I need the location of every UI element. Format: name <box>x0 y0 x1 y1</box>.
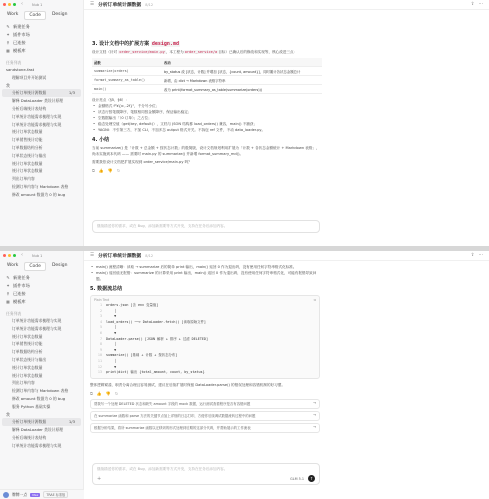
task-item[interactable]: 分析后端统计表结构 <box>12 434 47 440</box>
close-window-button[interactable] <box>3 254 6 257</box>
back-arrow-icon[interactable]: ‹ <box>21 252 23 258</box>
window-label: Nub 1 <box>32 253 43 258</box>
task-item[interactable]: 统计订单状态数量 <box>12 372 43 378</box>
chat-icon: ✎ <box>6 275 10 280</box>
top-bar <box>84 251 489 261</box>
task-item[interactable]: 统计订单状态数量 <box>12 168 43 174</box>
task-item[interactable]: 服务 Python 基础实操 <box>12 403 51 409</box>
copy-icon[interactable]: ⧉ <box>92 168 95 173</box>
paragraph: 当前 summarize() 是「计数 + 总金额 + 按状态计数」的极简版，设计文档规划利用扩展为「计数 + 各状态金额统计 + Markdown 表格」，尚未实施到本代码 —— 需要时 main.py 的 summarize() 并新增 format_summary_md()。 <box>92 146 320 156</box>
send-button[interactable]: ↑ <box>309 476 314 481</box>
task-item[interactable]: 解释 DataLoader 类设计原理 <box>12 98 64 104</box>
changes-table <box>92 58 322 94</box>
suggestion-chip[interactable]: 在 summarize 函数和 parse 方法的关键节点加上详细的日志打印，方便你后续调试数据流转过程中的问题 → <box>90 411 320 421</box>
code-line: 11 │ <box>97 358 117 363</box>
plug-icon: ⚲ <box>6 291 10 296</box>
nav-new-task[interactable]: ✎ 新建任务 <box>6 275 30 280</box>
table-header: 改动 <box>162 58 322 67</box>
task-item[interactable]: 订单数据结构分析 <box>12 144 43 150</box>
paragraph: 整体逻辑紧凑，职责分离合理且容易测试，建议在后续扩展时保留 DataLoader.parse() 的错误处理和容错机制的好习惯。 <box>90 382 285 387</box>
thumbs-down-icon[interactable]: 👎 <box>107 168 113 173</box>
list-item: • main() 返回值无报错：summarize 的计算采用 print 输出，main() 返回 0 作为退出码，没有使用任何字符串格式化，可能有报错导致问题。 <box>90 270 320 282</box>
task-item[interactable]: 理解项目并开始测试 <box>12 74 47 80</box>
model-selector[interactable]: GLM 5.1 <box>290 476 304 481</box>
code-line: 10 summarize() [基础 + 计数 + 按状态分布] <box>97 353 178 358</box>
suggestion-chip[interactable]: 根据分析结果，将所 summarize 函数以迁移到的形式处理到后期的这部分代码，并帮助展示的工作流表 → <box>90 423 320 433</box>
task-item[interactable]: 分析后端统计表结构 <box>12 105 47 111</box>
task-item[interactable]: 订单统计功能需求梳理与实现 <box>12 113 62 119</box>
sparkle-icon: ✦ <box>6 32 10 37</box>
edition-badge: TRAE 标准版 <box>43 491 68 498</box>
task-item[interactable]: 解释 DataLoader 类设计原理 <box>12 427 64 433</box>
plan-badge: Max <box>32 492 39 497</box>
minimize-window-button[interactable] <box>8 3 11 6</box>
list-item: • 稳态处理空值（get(key, default)），文档与 JSON 结构都 load_orders() 兼容，main() 不捕获； <box>92 121 322 127</box>
nav-templates[interactable]: ▦ 模板库 <box>6 48 26 53</box>
mode-tab-code[interactable]: Code <box>24 262 46 271</box>
grid-icon: ▦ <box>6 48 10 53</box>
mode-tab-design[interactable]: Design <box>51 12 68 17</box>
group-item[interactable]: 我 <box>6 411 10 417</box>
add-attachment-icon[interactable]: + <box>97 475 102 482</box>
sidebar-toggle-icon[interactable]: ☰ <box>90 2 95 7</box>
share-icon[interactable]: ⇪ <box>470 2 475 7</box>
window-controls <box>0 251 83 260</box>
copy-icon[interactable]: ⧉ <box>90 390 93 396</box>
task-item[interactable]: 订单状态统计与输出 <box>12 152 47 158</box>
conversation-meta: 8/12 <box>145 2 154 7</box>
nav-plugin-market[interactable]: ✦ 插件市场 <box>6 32 30 37</box>
folder-item[interactable]: sandstone-fast <box>6 67 35 72</box>
mode-tab-code[interactable]: Code <box>24 11 46 20</box>
sidebar <box>0 251 84 499</box>
thumbs-up-icon[interactable]: 👍 <box>96 390 102 396</box>
task-item[interactable]: 订单销售统计功能 <box>12 137 43 143</box>
code-line: 5 │ <box>99 325 117 330</box>
top-bar <box>84 0 489 10</box>
share-icon[interactable]: ⇪ <box>470 253 475 258</box>
mode-tab-design[interactable]: Design <box>51 263 68 268</box>
task-item[interactable]: 列出订单内容 <box>12 380 35 386</box>
sparkle-icon: ✦ <box>6 283 10 288</box>
task-item[interactable]: 订单统计功能需求梳理与实现 <box>12 121 62 127</box>
table-row: summarize(orders) by_status 改 [状态，计数] 并增加 [状态，{count, amount}]，同时累计各状态金额总计 <box>92 67 322 76</box>
retry-icon[interactable]: ↻ <box>114 390 119 396</box>
mode-tab-work[interactable]: Work <box>7 12 19 17</box>
maximize-window-button[interactable] <box>13 3 16 6</box>
task-item[interactable]: 订单统计功能需求梳理与实现 <box>12 318 62 323</box>
section-heading: 5. 数据流总结 <box>90 286 123 292</box>
grid-icon: ▦ <box>6 299 10 304</box>
retry-icon[interactable]: ↻ <box>116 168 121 173</box>
task-item[interactable]: 列出订单内容 <box>12 176 35 182</box>
task-item[interactable]: 订单统计功能需求梳理与实现 <box>12 325 62 331</box>
list-item: • 状态行按笔数降序，笔数相同按金额降序，保证输出稳定； <box>92 109 322 115</box>
more-icon[interactable]: ⋯ <box>478 2 483 7</box>
code-line: 7 DataLoader.parse() [JSON 解析 + 排序 + 过滤 DELETED] <box>99 336 208 341</box>
window-label: Nub 1 <box>32 2 43 7</box>
maximize-window-button[interactable] <box>13 254 16 257</box>
more-icon[interactable]: ⋯ <box>478 253 483 258</box>
task-item[interactable]: 统计订单状态数量 <box>12 364 43 370</box>
message-content <box>92 37 322 176</box>
task-item[interactable]: 修改 amount 数据为 0 的 bug <box>12 191 66 197</box>
code-line: 8 │ <box>99 342 117 347</box>
table-header: 函数 <box>92 58 162 67</box>
list-item: • YAGNI：不引第三方，不加 CLI，不加多态 output 格式开关。不拆包 ref 文件，不动 data_loader.py。 <box>92 127 322 133</box>
table-row: main() 改为 print(format_summary_as_table(summarize(orders))) <box>92 85 322 94</box>
chat-input[interactable] <box>92 220 320 233</box>
task-item-active[interactable]: 分析订单统计源数据 1/3 <box>2 89 81 97</box>
arrow-right-icon: → <box>313 413 316 418</box>
task-item[interactable]: 订单销售统计功能 <box>12 341 43 347</box>
window-controls <box>0 0 83 9</box>
nav-new-task[interactable]: ✎ 新建任务 <box>6 24 30 29</box>
task-item-active[interactable]: 分析订单统计源数据 1/3 <box>2 418 81 426</box>
message-actions <box>92 168 322 173</box>
section-heading: 4. 小结 <box>92 137 110 143</box>
minimize-window-button[interactable] <box>8 254 11 257</box>
sidebar-toggle-icon[interactable]: ☰ <box>90 253 95 258</box>
list-item: • 空数据输出「（0 订单）」之占位； <box>92 115 322 121</box>
list-item: • main() 流程清晰：读取 → summarize 后的简单 print 输出，main() 返回 0 作为退出码，没有使用任何字符串格式化标准。 <box>90 264 320 270</box>
chat-icon: ✎ <box>6 24 10 29</box>
code-line: 9 ▼ <box>99 347 117 352</box>
mode-tabs <box>0 260 83 274</box>
screenshot-bottom <box>0 251 489 499</box>
list-item: • 金额格式 f"¥{x:,.2f}"，千分号小位； <box>92 103 322 109</box>
task-item[interactable]: 检测订单内容与 Markdown 表格 <box>12 388 69 394</box>
conversation-meta: 8/12 <box>145 253 154 258</box>
plug-icon: ⚲ <box>6 40 10 45</box>
nav-plugin-market[interactable]: ✦ 插件市场 <box>6 283 30 288</box>
code-line: 13 print(dict) 输出 {total_amount, count, by_status} <box>97 370 205 375</box>
table-row: format_summary_as_table() 新增，由 dict → Markdown 表格字符串 <box>92 76 322 85</box>
code-line: 3 ▼ <box>99 314 117 319</box>
mode-tab-work[interactable]: Work <box>7 263 19 268</box>
task-item[interactable]: 检测订单内容与 Markdown 表格 <box>12 183 69 189</box>
avatar[interactable] <box>3 492 9 498</box>
code-line: 12 ▼ <box>97 364 117 369</box>
back-arrow-icon[interactable]: ‹ <box>21 1 23 7</box>
conversation-title: 分析订单统计源数据 <box>98 254 142 259</box>
section-heading: 3. 设计文档中的扩展方案 design.md <box>92 41 179 47</box>
chat-input-placeholder: 继续描述你的需求，或在 Bug、添加新需要等方式开发，支持在任务后添加内容。 <box>97 224 228 228</box>
code-line: 6 ▼ <box>99 330 117 335</box>
message-actions <box>90 391 320 396</box>
task-item[interactable]: 统计订单状态数量 <box>12 333 43 339</box>
task-item[interactable]: 统计订单状态数量 <box>12 129 43 135</box>
message-content <box>90 264 320 435</box>
screenshot-top <box>0 0 489 246</box>
code-line: 2 │ <box>99 308 117 313</box>
thumbs-up-icon[interactable]: 👍 <box>98 168 104 173</box>
group-item[interactable]: 我 <box>6 82 10 88</box>
paragraph: 设计文档（针对 order_service/main.py，本工程为order_service/a目标）已确认后的修改和实现等，核心改进三点： <box>92 50 298 54</box>
chat-input-placeholder: 继续描述你的需求，或在 Bug、添加新需要等方式开发，支持在任务后添加内容。 <box>97 467 228 471</box>
task-item[interactable]: 修改 amount 数据为 0 的 bug <box>12 395 66 401</box>
task-item[interactable]: 订单数据结构分析 <box>12 349 43 355</box>
copy-code-icon[interactable]: ⧉ <box>313 298 316 302</box>
chat-input[interactable] <box>92 463 320 485</box>
arrow-right-icon: → <box>313 401 316 406</box>
task-list-header: 任务列表 <box>6 60 22 65</box>
task-item[interactable]: 订单统计功能需求梳理与实现 <box>12 442 62 448</box>
task-item[interactable]: 订单状态统计与输出 <box>12 356 47 362</box>
suggestion-chip[interactable]: 帮我写一个处理 DELETED 状态和缺失 amount 字段的 mock 数据，运行测试查看程序是否有容错问题 → <box>90 399 320 409</box>
task-item[interactable]: 统计订单状态数量 <box>12 160 43 166</box>
highlights-title: 设计亮点（§5、§6）： <box>92 98 129 102</box>
followup-question: 需要我依设计文档把扩展实现到 order_service/main.py 吗？ <box>92 160 192 164</box>
nav-connected[interactable]: ⚲ 已连接 <box>6 40 26 45</box>
task-list-header: 任务列表 <box>6 311 22 316</box>
code-language: Plain Text <box>94 298 110 302</box>
code-block <box>90 295 320 379</box>
code-line: 1 orders.json [含 env 变量值] <box>99 303 159 307</box>
user-name: 牌牌一点 <box>12 491 28 497</box>
close-window-button[interactable] <box>3 3 6 6</box>
conversation-title: 分析订单统计源数据 <box>98 3 142 8</box>
mode-tabs <box>0 9 83 23</box>
thumbs-down-icon[interactable]: 👎 <box>105 390 111 396</box>
code-line: 4 load_orders() ──> DataLoader.fetch() [读取原始文件] <box>99 319 206 324</box>
nav-connected[interactable]: ⚲ 已连接 <box>6 291 26 296</box>
sidebar <box>0 0 84 246</box>
nav-templates[interactable]: ▦ 模板库 <box>6 299 26 304</box>
arrow-right-icon: → <box>313 425 316 430</box>
user-bar[interactable] <box>0 489 84 499</box>
